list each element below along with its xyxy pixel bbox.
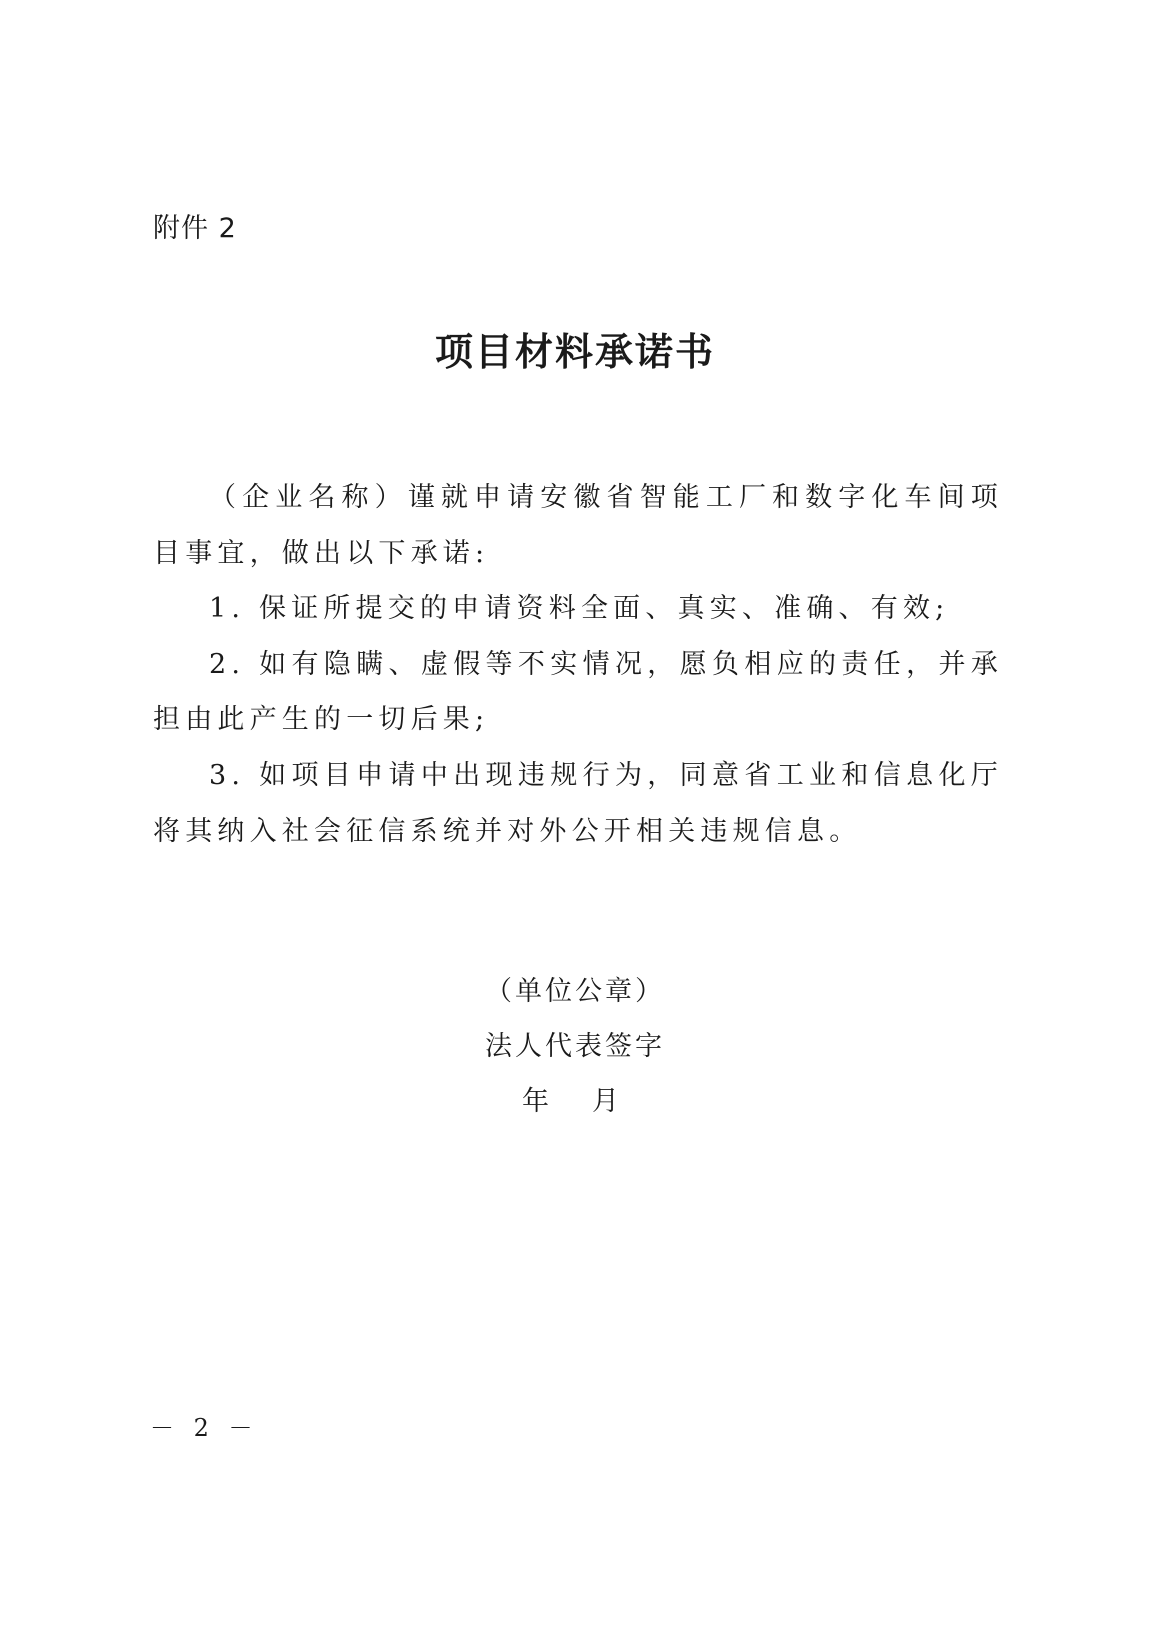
- legal-representative-signature-label: 法人代表签字: [485, 1031, 665, 1062]
- company-seal-label: （单位公章）: [485, 976, 665, 1007]
- attachment-label: 附件 2: [153, 213, 237, 244]
- document-body: [153, 470, 1003, 859]
- commitment-item-2: 2. 如有隐瞒、虚假等不实情况，愿负相应的责任，并承担由此产生的一切后果;: [153, 648, 1003, 736]
- month-label: 月: [592, 1086, 619, 1117]
- year-label: 年: [522, 1086, 549, 1117]
- document-title: 项目材料承诺书: [434, 330, 715, 374]
- commitment-item-1: 1. 保证所提交的申请资料全面、真实、准确、有效;: [209, 593, 950, 625]
- commitment-item-3: 3. 如项目申请中出现违规行为，同意省工业和信息化厅将其纳入社会征信系统并对外公开相关违规信息。: [153, 759, 1003, 847]
- intro-paragraph: （企业名称）谨就申请安徽省智能工厂和数字化车间项目事宜，做出以下承诺:: [153, 482, 1003, 569]
- page-number: － 2 －: [150, 1414, 259, 1442]
